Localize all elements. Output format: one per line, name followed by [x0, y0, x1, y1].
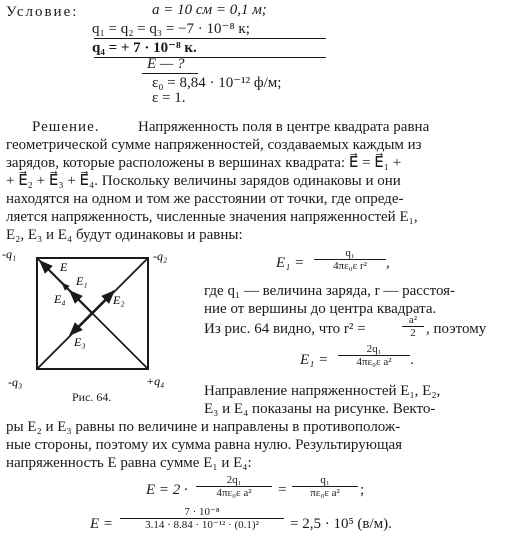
right-line-3a: Из рис. 64 видно, что r² =: [204, 321, 366, 337]
formula-4-frac: [120, 506, 284, 531]
right-line-4: Направление напряженностей E₁, E₂,: [204, 383, 441, 399]
formula-1-frac: [314, 247, 386, 272]
label-E2: E₂: [113, 293, 125, 307]
formula-4-den: 3.14 · 8.84 · 10⁻¹² · (0.1)²: [145, 519, 259, 531]
vector-E3: [70, 313, 92, 335]
formula-2-end: .: [410, 352, 414, 368]
solution-p5: находятся на одном и том же расстоянии от точки, где опреде-: [6, 191, 404, 207]
formula-2-lhs: E₁ =: [300, 352, 329, 368]
label-E4: E₄: [54, 292, 66, 306]
figure-caption: Рис. 64.: [72, 390, 112, 404]
r2-den: 2: [410, 327, 416, 339]
formula-3-num-1: 2q₁: [196, 474, 272, 487]
right-line-5: E₃ и E₄ показаны на рисунке. Векто-: [204, 401, 436, 417]
label-E: E: [60, 260, 68, 274]
solution-p2: геометрической сумме напряженностей, создаваемых каждым из: [6, 137, 422, 153]
formula-1-den: 4πε₀ε r²: [333, 260, 367, 272]
right-line-3b: , поэтому: [426, 321, 487, 337]
solution-heading: Решение.: [32, 119, 100, 135]
given-label: Условие:: [6, 4, 79, 20]
label-E1: E₁: [76, 274, 88, 288]
given-rule-2: [94, 57, 326, 58]
given-line-3: q₄ = + 7 · 10⁻⁸ к.: [92, 40, 197, 56]
formula-2-num: 2q₁: [338, 343, 410, 356]
formula-4-num: 7 · 10⁻⁸: [120, 506, 284, 519]
formula-3-lhs: E = 2 ·: [146, 482, 188, 498]
formula-3-eq: =: [278, 482, 287, 498]
right-line-1: где q₁ — величина заряда, r — расстоя-: [204, 283, 456, 299]
formula-3-den-1: 4πε₀ε a²: [216, 487, 252, 499]
r2-num: a²: [402, 314, 424, 327]
label-q4: +q₄: [146, 374, 165, 388]
formula-3-den-2: πε₀ε a²: [310, 487, 340, 499]
given-line-4: E — ?: [147, 56, 185, 72]
given-line-2: q₁ = q₂ = q₃ = −7 · 10⁻⁸ к;: [92, 21, 250, 37]
formula-3-end: ;: [360, 482, 365, 498]
formula-3-num-2: q₁: [292, 474, 358, 487]
solution-p8: ры E₂ и E₃ равны по величине и направлены в противополож-: [6, 419, 401, 435]
r2-frac: [402, 314, 424, 339]
formula-2-den: 4πε₀ε a²: [356, 356, 392, 368]
solution-p1: Напряженность поля в центре квадрата равна: [138, 119, 430, 135]
label-E3: E₃: [74, 335, 86, 349]
formula-1-end: ,: [386, 255, 390, 271]
given-line-5: ε₀ = 8,84 · 10⁻¹² ф/м;: [152, 75, 282, 91]
formula-3-frac-1: [196, 474, 272, 499]
formula-3-frac-2: [292, 474, 358, 499]
label-q3: -q₃: [8, 375, 23, 389]
given-line-6: ε = 1.: [152, 90, 186, 106]
solution-p9: ные стороны, поэтому их сумма равна нулю. Результирующая: [6, 437, 403, 453]
formula-1-lhs: E₁ =: [276, 255, 305, 271]
formula-1-num: q₁: [314, 247, 386, 260]
solution-p3: зарядов, которые расположены в вершинах квадрата: E⃗ = E⃗₁ +: [6, 155, 402, 171]
label-q1: -q₁: [2, 247, 17, 261]
formula-4-rhs: = 2,5 · 10⁵ (в/м).: [290, 516, 392, 532]
formula-4-lhs: E =: [90, 516, 114, 532]
label-q2: -q₂: [153, 249, 168, 263]
vector-E2: [92, 291, 114, 313]
solution-p10: напряженность E равна сумме E₁ и E₄:: [6, 455, 252, 471]
formula-2-frac: [338, 343, 410, 368]
solution-p7: E₂, E₃ и E₄ будут одинаковы и равны:: [6, 227, 243, 243]
solution-p6: ляется напряженность, численные значения напряженностей E₁,: [6, 209, 418, 225]
figure-64: [0, 245, 200, 405]
given-line-1: a = 10 см = 0,1 м;: [152, 2, 267, 18]
right-line-2: ние от вершины до центра квадрата.: [204, 301, 437, 317]
solution-p4: + E⃗₂ + E⃗₃ + E⃗₄. Поскольку величины зарядов одинаковы и они: [6, 173, 401, 189]
